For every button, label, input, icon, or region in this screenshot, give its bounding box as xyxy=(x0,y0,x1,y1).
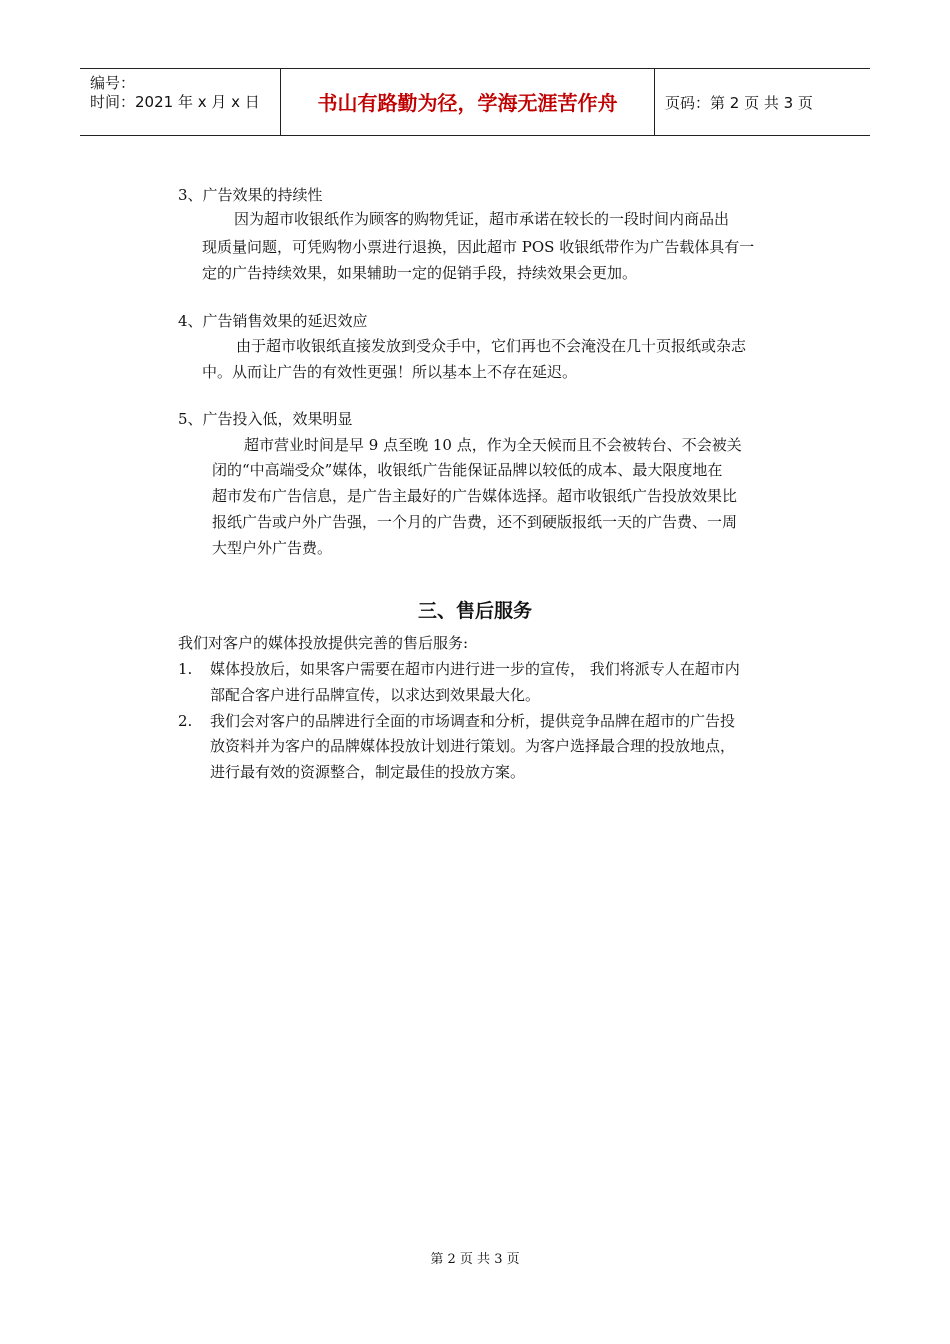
paragraph-line: 报纸广告或户外广告强，一个月的广告费，还不到硬版报纸一天的广告费、一周 xyxy=(212,513,738,531)
paragraph-line: 现质量问题，可凭购物小票进行退换，因此超市 POS 收银纸带作为广告载体具有一 xyxy=(202,238,755,256)
paragraph-line: 大型户外广告费。 xyxy=(212,539,333,557)
page-header xyxy=(80,68,870,136)
section-title: 3、广告效果的持续性 xyxy=(178,186,323,204)
paragraph-line: 超市营业时间是早 9 点至晚 10 点，作为全天候而且不会被转台、不会被关 xyxy=(244,436,742,454)
page-footer: 第 2 页 共 3 页 xyxy=(430,1252,520,1267)
paragraph-line: 超市发布广告信息，是广告主最好的广告媒体选择。超市收银纸广告投放效果比 xyxy=(212,487,738,505)
paragraph-line: 由于超市收银纸直接发放到受众手中，它们再也不会淹没在几十页报纸或杂志 xyxy=(236,337,747,355)
header-page-info: 页码：第 2 页 共 3 页 xyxy=(665,94,813,112)
paragraph-line: 闭的“中高端受众”媒体，收银纸广告能保证品牌以较低的成本、最大限度地在 xyxy=(212,461,723,479)
list-item-number: 2. xyxy=(178,712,193,730)
list-item-line: 放资料并为客户的品牌媒体投放计划进行策划。为客户选择最合理的投放地点， xyxy=(210,737,736,755)
paragraph-line: 定的广告持续效果，如果辅助一定的促销手段，持续效果会更加。 xyxy=(202,264,638,282)
list-item-line: 媒体投放后，如果客户需要在超市内进行进一步的宣传， 我们将派专人在超市内 xyxy=(210,660,740,678)
header-motto: 书山有路勤为径，学海无涯苦作舟 xyxy=(281,69,655,135)
list-item-line: 进行最有效的资源整合，制定最佳的投放方案。 xyxy=(210,763,526,781)
list-item-number: 1. xyxy=(178,660,193,678)
list-item-line: 我们会对客户的品牌进行全面的市场调查和分析，提供竞争品牌在超市的广告投 xyxy=(210,712,736,730)
after-sales-intro: 我们对客户的媒体投放提供完善的售后服务: xyxy=(178,634,469,652)
section-title: 4、广告销售效果的延迟效应 xyxy=(178,312,368,330)
section-title: 5、广告投入低，效果明显 xyxy=(178,410,353,428)
header-meta xyxy=(80,69,281,135)
list-item-line: 部配合客户进行品牌宣传，以求达到效果最大化。 xyxy=(210,686,541,704)
paragraph-line: 因为超市收银纸作为顾客的购物凭证，超市承诺在较长的一段时间内商品出 xyxy=(234,210,730,228)
document-number-label: 编号： xyxy=(90,74,136,92)
section-heading: 三、售后服务 xyxy=(417,600,532,622)
paragraph-line: 中。从而让广告的有效性更强！所以基本上不存在延迟。 xyxy=(202,363,578,381)
document-date: 时间：2021 年 x 月 x 日 xyxy=(90,93,260,111)
